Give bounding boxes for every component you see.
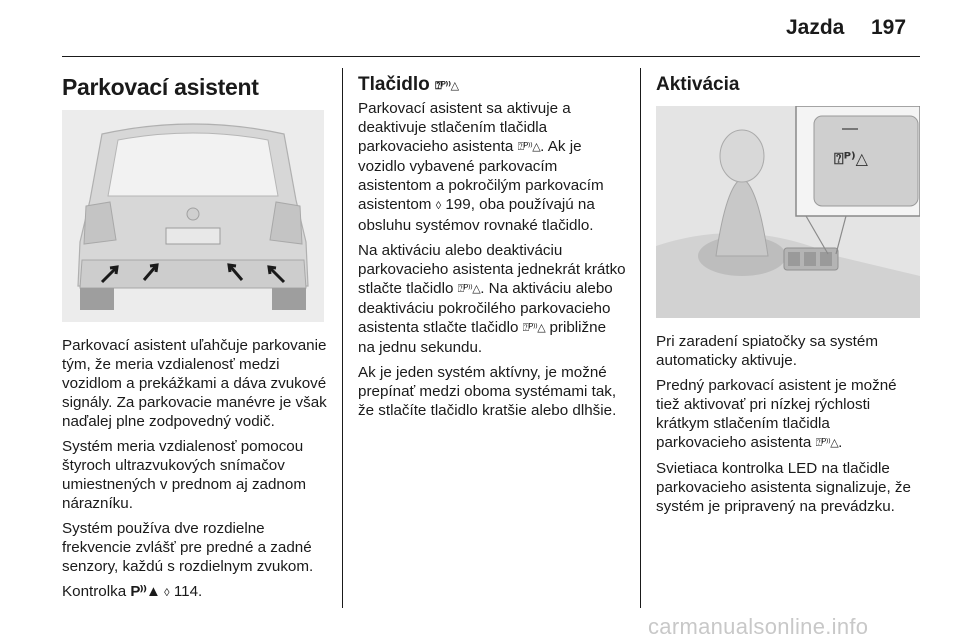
section-title: Jazda (786, 16, 845, 39)
page-ref-arrow-icon: ◊ (435, 200, 442, 212)
header-rule (62, 56, 920, 57)
paragraph-sensors: Systém meria vzdialenosť pomocou štyroch ultrazvukových snímačov umiestnených v prednom aj zadnom nárazníku. (62, 438, 306, 512)
page-number: 197 (871, 16, 907, 39)
text-segment: Na aktiváciu alebo deaktiváciu parkovacieho asistenta jednekrát krátko stlačte tlačidlo (358, 242, 626, 297)
parking-button-icon: ⍰ᴾ⁾⁾△ (522, 322, 546, 334)
page-ref-arrow-icon: ◊ (164, 587, 170, 599)
paragraph-button-3: Ak je jeden systém aktívny, je možné prepínať medzi oboma systémami tak, že stlačíte tlačidlo kratšie alebo dlhšie. (358, 364, 617, 419)
column-divider-1 (342, 68, 343, 608)
parking-button-icon: ⍰ᴾ⁾⁾△ (435, 80, 459, 92)
page-reference: 114. (173, 583, 203, 600)
svg-text:⍰ᴾ⁾△: ⍰ᴾ⁾△ (834, 149, 868, 168)
heading-button (358, 72, 626, 99)
column-3 (656, 72, 924, 522)
column-2 (358, 72, 626, 426)
watermark: carmanualsonline.info (648, 614, 869, 639)
text-segment: 199, oba používajú na obsluhu systémov rovnaké tlačidlo. (358, 196, 595, 234)
car-rear-illustration (62, 110, 324, 322)
text-segment: . (838, 434, 843, 451)
column-divider-2 (640, 68, 641, 608)
parking-button-icon: ⍰ᴾ⁾⁾△ (815, 437, 839, 449)
paragraph-button-2 (358, 241, 626, 357)
text-segment: Predný parkovací asistent je možné tiež aktivovať pri nízkej rýchlosti krátkym stlačením tlačidla parkovacieho asistenta (656, 377, 897, 451)
paragraph-indicator (62, 582, 330, 603)
heading-parking-assistant: Parkovací asistent (62, 74, 259, 100)
heading-activation: Aktivácia (656, 74, 740, 95)
paragraph-frequencies: Systém používa dve rozdielne frekvencie zvlášť pre predné a zadné senzory, každú s rozdielnym zvukom. (62, 520, 314, 575)
paragraph-button-1 (358, 99, 626, 235)
text-segment: . Ak je vozidlo vybavené parkovacím asistentom a pokročilým parkovacím asistentom (358, 138, 604, 213)
parking-button-icon: ⍰ᴾ⁾⁾△ (517, 141, 541, 153)
column-1 (62, 72, 330, 609)
indicator-label: Kontrolka (62, 583, 127, 600)
heading-button-text: Tlačidlo (358, 74, 430, 95)
text-segment: . Na aktiváciu alebo deaktiváciu pokročilého parkovacieho asistenta stlačte tlačidlo (358, 280, 613, 336)
paragraph-intro: Parkovací asistent uľahčuje parkovanie tým, že meria vzdialenosť medzi vozidlom a prekážkami a dáva zvukové signály. Za parkovacie manévre je však naďalej plne zodpovedný vodič. (62, 337, 327, 430)
paragraph-activation-1: Pri zaradení spiatočky sa systém automaticky aktivuje. (656, 333, 878, 369)
paragraph-activation-2 (656, 376, 924, 453)
text-segment: Parkovací asistent sa aktivuje a deaktivuje stlačením tlačidla parkovacieho asistenta (358, 100, 571, 155)
paragraph-activation-3: Svietiaca kontrolka LED na tlačidle parkovacieho asistenta signalizuje, že systém je pripravený na prevádzku. (656, 460, 911, 515)
center-console-illustration (656, 106, 920, 318)
parking-indicator-icon: P⁾⁾▲ (130, 583, 160, 600)
text-segment: približne na jednu sekundu. (358, 319, 607, 356)
parking-button-icon: ⍰ᴾ⁾⁾△ (457, 283, 481, 295)
